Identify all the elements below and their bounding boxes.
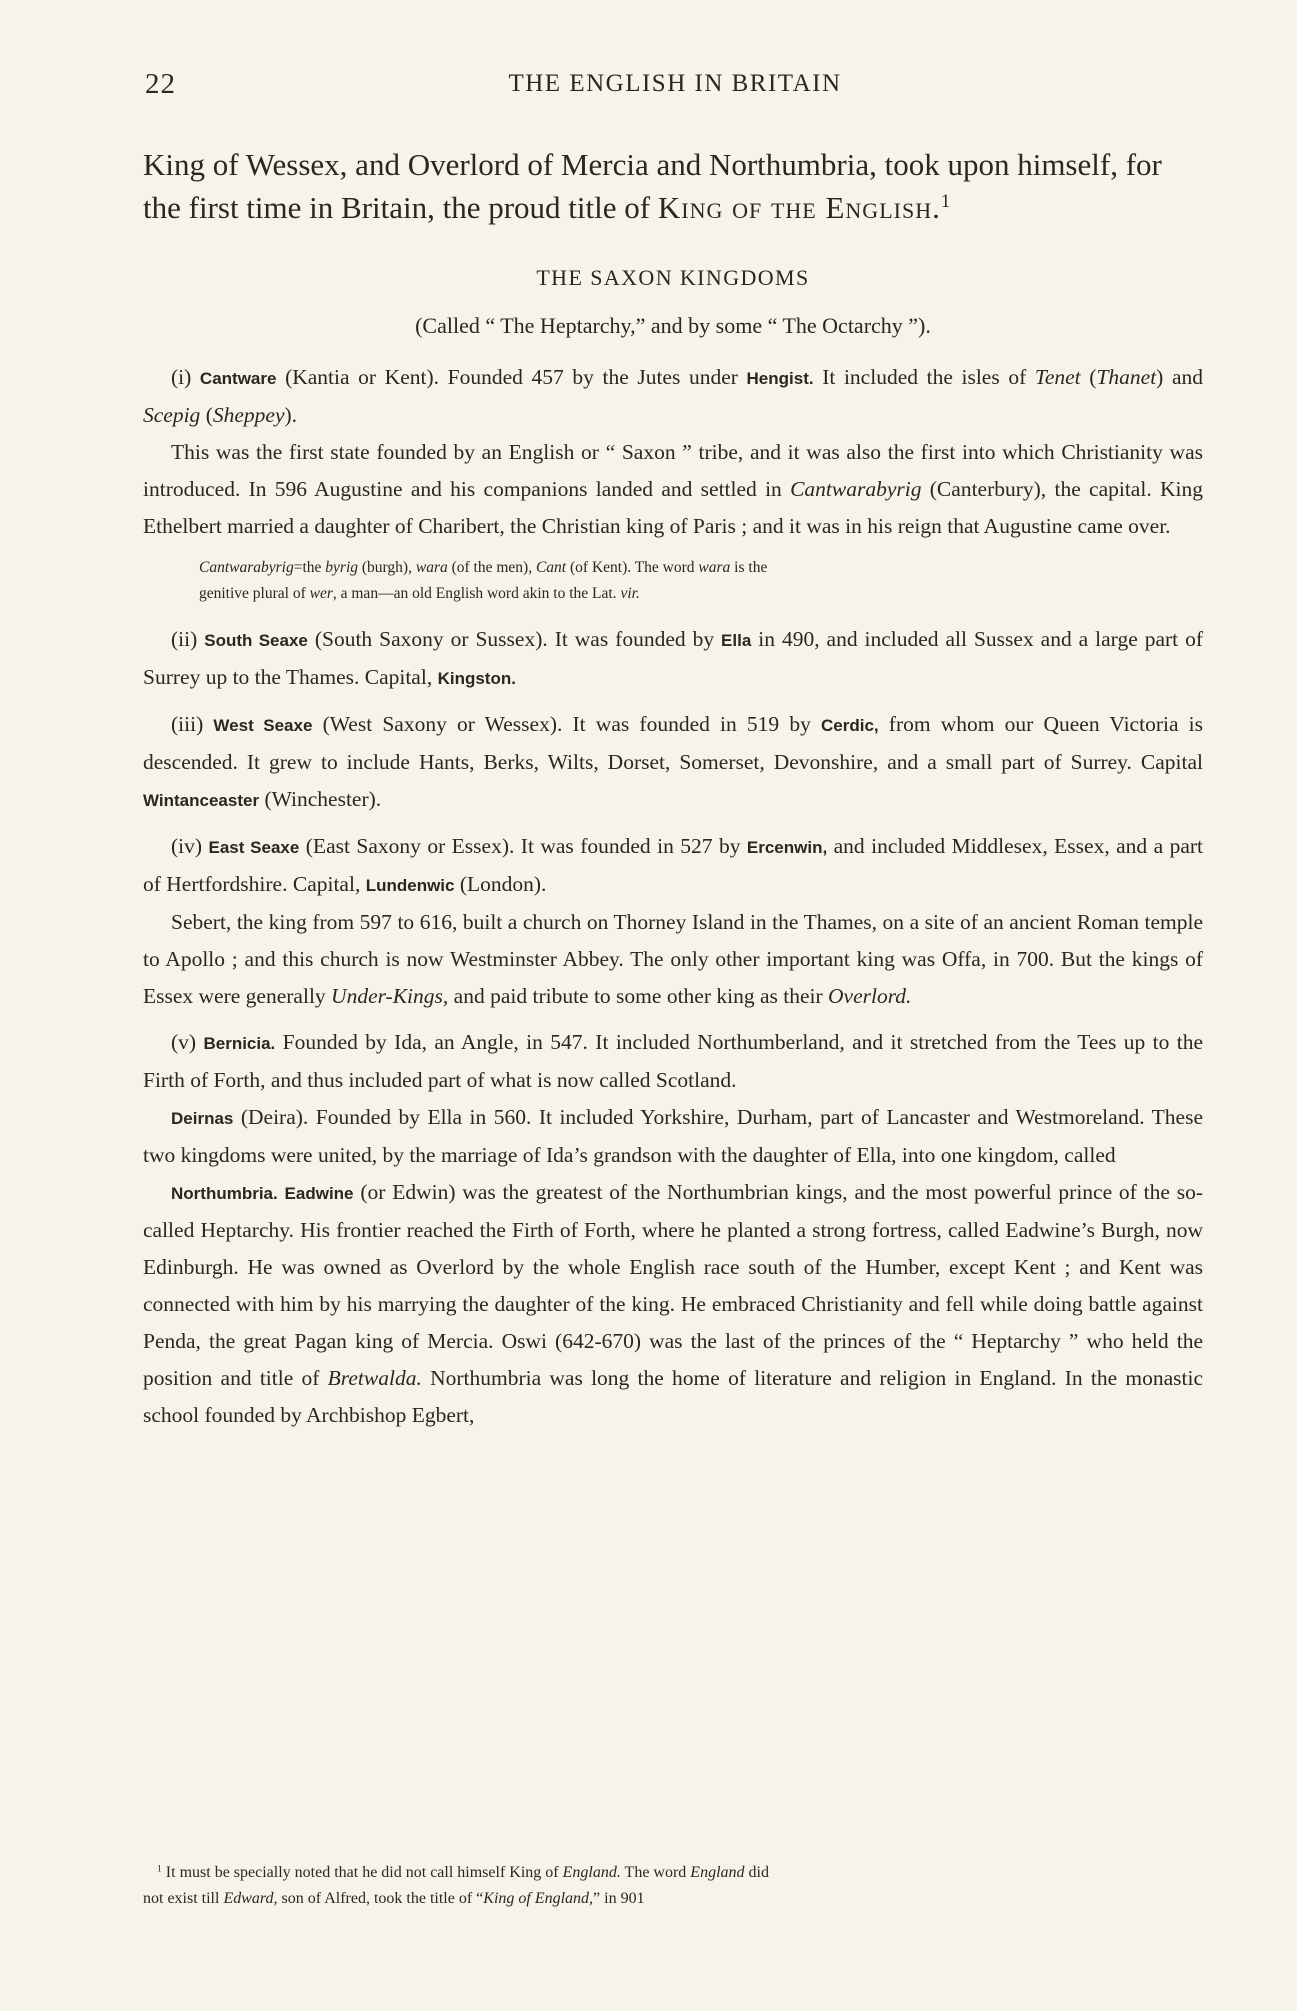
text: (of the men), xyxy=(447,559,536,576)
kingdom-name: East Seaxe xyxy=(208,838,300,857)
kingdom-wessex xyxy=(143,706,1203,819)
footnote-mark: 1 xyxy=(157,1863,162,1875)
place-name: Tenet xyxy=(1034,365,1081,389)
text: The word xyxy=(620,1864,691,1881)
leader-name: Cerdic, xyxy=(820,716,879,735)
text: Founded by Ida, an Angle, in 547. It included Northumberland, and it stretched from the Tees up to the Firth of Forth, and thus included part of what is now called Scotland. xyxy=(143,1030,1203,1092)
page-number: 22 xyxy=(145,68,176,100)
text: (London). xyxy=(454,872,547,896)
note-term: wara xyxy=(698,559,731,576)
text: ) and xyxy=(1156,365,1203,389)
kent-history xyxy=(143,434,1203,545)
text: Northumbria was long the home of literature and religion in England. In the monastic school founded by Archbishop Egbert, xyxy=(143,1366,1203,1427)
emphasis: Under-Kings, xyxy=(331,984,449,1008)
text: It included the isles of xyxy=(813,365,1035,389)
kingdom-deira xyxy=(143,1099,1203,1174)
text: (South Saxony or Sussex). It was founded by xyxy=(307,627,722,651)
footnote xyxy=(143,1860,1203,1912)
place-name: Thanet xyxy=(1096,365,1157,389)
text: Sebert, the king from 597 to 616, built a church on Thorney Island in the Thames, on a site of an ancient Roman temple to Apollo ; and this church is now Westminster Abbey. The only other important king was Offa, in 700. But the kings of Essex were generally xyxy=(143,910,1203,1008)
kingdom-number: (i) xyxy=(171,365,192,389)
text: This was the first state founded by an English or “ Saxon ” tribe, and it was also the first into which Christianity was introduced. In 596 Augustine and his companions landed and settled in xyxy=(143,440,1203,501)
note-term: Cant xyxy=(535,559,567,576)
emphasis: Bretwalda. xyxy=(327,1366,422,1390)
place-name: Sheppey xyxy=(212,403,285,427)
text: in 490, and included all Sussex and a large part of Surrey up to the Thames. Capital, xyxy=(143,627,1203,689)
text: not exist till xyxy=(143,1890,224,1907)
footnote-line-1 xyxy=(143,1860,1203,1886)
text: did xyxy=(744,1864,769,1881)
kingdom-sussex xyxy=(143,621,1203,697)
text: ( xyxy=(1080,365,1097,389)
text: (or Edwin) was the greatest of the Northumbrian kings, and the most powerful prince of the so-called Heptarchy. His frontier reached the Firth of Forth, where he planted a strong fortress, called Eadwine’s Burgh, now Edinburgh. He was owned as Overlord by the whole English race south of the Humber, except Kent ; and Kent was connected with him by his marrying the daughter of the king. He embraced Christianity and fell while doing battle against Penda, the great Pagan king of Mercia. Oswi (642-670) was the last of the princes of the “ Heptarchy ” who held the position and title of xyxy=(143,1180,1203,1390)
leader-name: Hengist. xyxy=(746,369,814,388)
text: son of Alfred, took the title of “ xyxy=(277,1890,484,1907)
kingdom-essex xyxy=(143,828,1203,904)
note-term: byrig xyxy=(325,559,359,576)
kingdom-number: (iii) xyxy=(171,712,204,736)
text: (Canterbury), the capital. King Ethelbert married a daughter of Charibert, the Christian king of Paris ; and it was in his reign that Augustine came over. xyxy=(143,477,1203,538)
kingdom-name: West Seaxe xyxy=(213,716,313,735)
text: genitive plural of xyxy=(199,585,310,602)
text: from whom our Queen Victoria is descended. It grew to include Hants, Berks, Wilts, Dorset, Somerset, Devonshire, and a small part of Surrey. Capital xyxy=(143,712,1204,774)
text: (burgh), xyxy=(358,559,416,576)
text: (Winchester). xyxy=(259,787,382,811)
kingdom-name: Bernicia. xyxy=(203,1034,276,1053)
kingdom-bernicia xyxy=(143,1024,1203,1099)
text: (Deira). Founded by Ella in 560. It included Yorkshire, Durham, part of Lancaster and Westmoreland. These two kingdoms were united, by the marriage of Ida’s grandson with the daughter of Ella, into one kingdom, called xyxy=(143,1105,1203,1167)
section-subtitle: (Called “ The Heptarchy,” and by some “ The Octarchy ”). xyxy=(415,313,931,338)
lead-title: King of the English. xyxy=(657,190,941,225)
kingdom-number: (v) xyxy=(171,1030,197,1054)
text: ” in 901 xyxy=(593,1890,645,1907)
emphasis: Overlord. xyxy=(828,984,912,1008)
lead-paragraph xyxy=(143,143,1203,229)
kingdom-northumbria xyxy=(143,1174,1203,1434)
note-term: wara xyxy=(415,559,448,576)
kingdom-name: Northumbria. xyxy=(171,1184,278,1203)
text: (Kantia or Kent). Founded 457 by the Jutes under xyxy=(276,365,747,389)
footnote-ref: 1 xyxy=(940,190,951,212)
spacer xyxy=(143,697,1203,706)
text: (East Saxony or Essex). It was founded in 527 by xyxy=(299,834,747,858)
note-term: vir. xyxy=(620,585,640,602)
king-name: Eadwine xyxy=(284,1184,354,1203)
etymology-note xyxy=(143,555,1203,607)
text: ( xyxy=(200,403,213,427)
kingdom-number: (iv) xyxy=(171,834,203,858)
emphasis: England. xyxy=(562,1864,621,1881)
note-term: wer xyxy=(309,585,333,602)
emphasis: England xyxy=(690,1864,745,1881)
page-header xyxy=(145,68,1205,108)
page-body xyxy=(143,143,1203,1434)
text: ). xyxy=(284,403,298,427)
kingdom-name: Deirnas xyxy=(171,1109,234,1128)
note-term: Cantwarabyrig xyxy=(199,559,294,576)
spacer xyxy=(143,819,1203,828)
lead-text: King of Wessex, and Overlord of Mercia and Northumbria, took upon himself, for the first time in Britain, the proud title of xyxy=(143,147,1162,225)
leader-name: Ella xyxy=(721,631,752,650)
running-head: THE ENGLISH IN BRITAIN xyxy=(508,70,842,97)
spacer xyxy=(143,1015,1203,1024)
text: and included Middlesex, Essex, and a part of Hertfordshire. Capital, xyxy=(143,834,1204,896)
text: and paid tribute to some other king as their xyxy=(448,984,829,1008)
kingdom-number: (ii) xyxy=(171,627,198,651)
text: (West Saxony or Wessex). It was founded in 519 by xyxy=(312,712,821,736)
essex-history xyxy=(143,904,1203,1015)
kingdom-name: Cantware xyxy=(199,369,277,388)
text: (of Kent). The word xyxy=(566,559,699,576)
kingdom-kent xyxy=(143,359,1203,434)
text: It must be specially noted that he did not call himself King of xyxy=(161,1864,563,1881)
text: , a man—an old English word akin to the Lat. xyxy=(332,585,621,602)
leader-name: Ercenwin, xyxy=(746,838,828,857)
text: =the xyxy=(293,559,326,576)
emphasis: Edward, xyxy=(223,1890,278,1907)
section-title: THE SAXON KINGDOMS xyxy=(536,265,810,290)
kingdom-name: South Seaxe xyxy=(204,631,308,650)
footnote-line-2 xyxy=(143,1886,1203,1912)
text: is the xyxy=(730,559,768,576)
capital-name: Lundenwic xyxy=(365,876,455,895)
capital-name: Cantwarabyrig xyxy=(790,477,922,501)
note-second-line xyxy=(143,581,1203,607)
capital-name: Kingston. xyxy=(437,669,516,688)
emphasis: King of England, xyxy=(483,1890,594,1907)
place-name: Scepig xyxy=(143,403,201,427)
capital-name: Wintanceaster xyxy=(143,791,260,810)
